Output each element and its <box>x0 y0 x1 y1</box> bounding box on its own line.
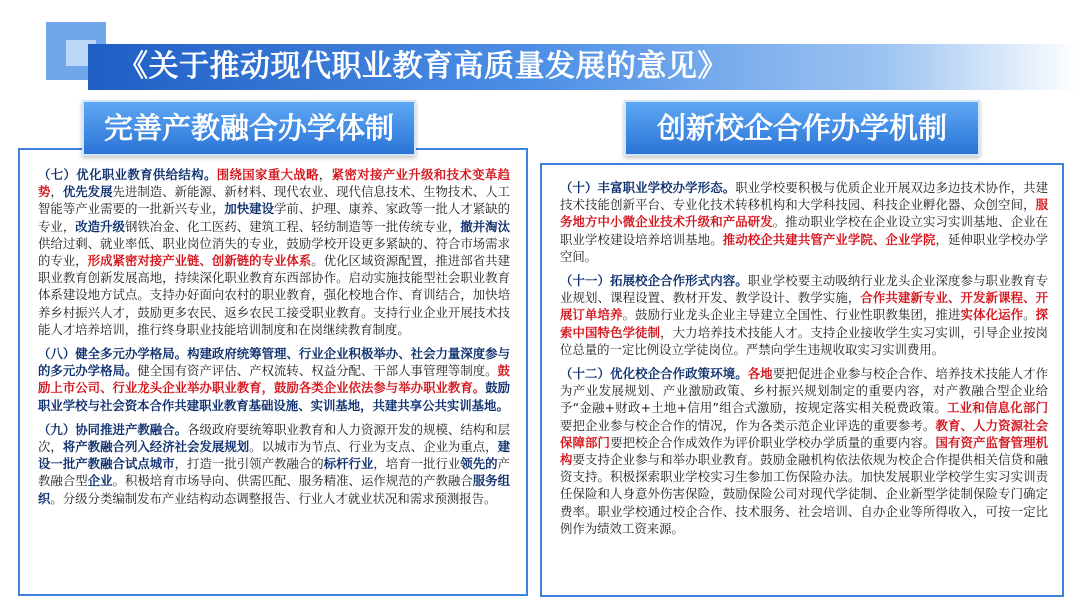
text-run: 国有资产监督管理机构 <box>560 434 1049 468</box>
paragraph <box>560 272 1048 358</box>
text-run: 形成紧密对接产业链、创新链的专业体系 <box>87 253 312 269</box>
text-run: 先进制造、新能源、新材料、现代农业、现代信息技术、生物技术、人工智能等产业需要的一批新兴专业， <box>38 184 510 217</box>
text-run: 供给过剩、就业率低、职业岗位消失的专业，鼓励学校开设更多紧缺的、符合市场需求的专业， <box>38 235 510 269</box>
paragraph <box>560 179 1048 265</box>
text-run: ，延伸职业学校办学空间。 <box>560 231 1049 264</box>
text-run: ，打造一批引领产教融合的 <box>174 456 324 472</box>
text-run: 优先发展 <box>62 184 113 200</box>
text-run: 鼓励上市公司、行业龙头企业举办职业教育，鼓励各类企业依法参与举办职业教育。 <box>38 363 510 396</box>
left-content-panel <box>18 148 528 596</box>
text-run: ，大力培养技术技能人才。支持企业接收学生实习实训，引导企业按岗位总量的一定比例设立学徒岗位。严禁向学生违规收取实习实训费用。 <box>560 324 1049 357</box>
text-run: （十二）优化校企合作政策环境。 <box>560 366 748 382</box>
text-run: 服务组织 <box>38 473 510 506</box>
paragraph <box>560 365 1048 537</box>
text-run: 工业和信息化部门 <box>947 400 1049 416</box>
text-run: 标杆行业 <box>323 456 374 472</box>
text-run: 合作共建新专业、开发新课程、开展订单培养 <box>560 290 1049 323</box>
right-body <box>560 179 1048 537</box>
text-run: 要把企业参与校企合作的情况，作为各类示范企业评选的重要参考。 <box>560 417 936 433</box>
text-run: 撤并淘汰 <box>460 218 510 234</box>
text-run: （十）丰富职业学校办学形态。 <box>560 180 736 195</box>
text-run: 围绕国家重大战略 <box>216 167 319 182</box>
text-run: 企业 <box>87 473 113 489</box>
text-run: ，培育一批行业 <box>373 456 461 472</box>
text-run: 职业学校要主动吸纳行业龙头企业深度参与职业教育专业规划、课程设置、教材开发、教学设计、教学实施， <box>560 273 1049 306</box>
text-run: 各地 <box>747 366 773 382</box>
right-content-panel <box>540 163 1064 597</box>
text-run: 学前、护理、康养、家政等一批人才紧缺的专业， <box>38 201 510 234</box>
text-run: 。优化区域资源配置，推进部省共建职业教育创新发展高地，持续深化职业教育东西部协作。启动实施技能型社会职业教育体系建设地方试点。支持办好面向农村的职业教育，强化校地合作、育训结合，加快培养乡村振兴人才，鼓励更多农民、返乡农民工接受职业教育。支持行业企业开展技术技能人才培养培训，推行终身职业技能培训制度和在岗继续教育制度。 <box>38 253 510 337</box>
text-run: 职业学校要积极与优质企业开展双边多边技术协作，共建技术技能创新平台、专业化技术转移机构和大学科技园、科技企业孵化器、众创空间， <box>560 180 1049 213</box>
text-run: 健全国有资产评估、产权流转、权益分配、干部人事管理等制度。 <box>137 363 498 379</box>
text-run: 要支持企业参与和举办职业教育。鼓励金融机构依法依规为校企合作提供相关信贷和融资支持。积极探索职业学校实习生参加工伤保险办法。加快发展职业学校学生实习实训责任保险和人身意外伤害保险，鼓励保险公司对现代学徒制、企业新型学徒制保险专门确定费率。职业学校通过校企合作、技术服务、社会培训、自办企业等所得收入，可按一定比例作为绩效工资来源。 <box>560 452 1049 536</box>
text-run: 鼓励职业学校与社会资本合作共建职业教育基础设施、实训基地，共建共享公共实训基地。 <box>38 380 510 413</box>
text-run: 建设一批产教融合试点城市 <box>38 439 510 472</box>
text-run: 钢铁冶金、化工医药、建筑工程、轻纺制造等一批传统专业， <box>124 218 461 234</box>
text-run: （七）优化职业教育供给结构。 <box>38 167 217 182</box>
paragraph <box>38 421 510 507</box>
text-run: （九）协同推进产教融合。 <box>38 421 188 437</box>
left-body <box>38 166 510 507</box>
text-run: 推动校企共建共管产业学院、企业学院 <box>722 231 936 247</box>
left-section-heading: 完善产教融合办学体制 <box>82 100 416 156</box>
text-run: ， <box>50 184 63 200</box>
text-run: 要把校企合作成效作为评价职业学校办学质量的重要内容。 <box>610 434 936 450</box>
paragraph <box>38 345 510 414</box>
text-run: 产教融合型 <box>38 456 510 489</box>
text-run: 。以城市为节点、行业为支点、企业为重点， <box>249 439 498 455</box>
paragraph <box>38 166 510 338</box>
text-run: 改造升级 <box>75 218 125 234</box>
text-run: 。 <box>1023 307 1036 323</box>
text-run: 。推动职业学校在企业设立实习实训基地、企业在职业学校建设培养培训基地。 <box>560 214 1049 247</box>
page-title: 《关于推动现代职业教育高质量发展的意见》 <box>118 49 728 84</box>
text-run: 探索中国特色学徒制 <box>560 307 1049 340</box>
text-run: （八）健全多元办学格局。 <box>38 346 188 362</box>
text-run: 服务地方中小微企业技术升级和产品研发 <box>560 197 1048 230</box>
text-run: （十一）拓展校企合作形式内容。 <box>560 273 748 289</box>
text-run: 领先的 <box>460 456 498 472</box>
text-run: 要把促进企业参与校企合作、培养技术技能人才作为产业发展规划、产业激励政策、乡村振兴规划制定的重要内容，对产教融合型企业给予“金融+财政+土地+信用”组合式激励，按规定落实相关税费政策。 <box>560 366 1049 416</box>
text-run: 。积极培育市场导向、供需匹配、服务精准、运作规范的产教融合 <box>112 473 473 489</box>
text-run: 构建政府统筹管理、行业企业积极举办、社会力量深度参与的多元办学格局。 <box>38 346 510 379</box>
text-run: 将产教融合列入经济社会发展规划 <box>62 439 250 455</box>
text-run: ， <box>318 167 332 182</box>
right-section-heading: 创新校企合作办学机制 <box>624 100 980 156</box>
text-run: 加快建设 <box>224 201 275 217</box>
text-run: 教育、人力资源社会保障部门 <box>560 417 1049 450</box>
text-run: 各级政府要统筹职业教育和人力资源开发的规模、结构和层次， <box>38 421 510 455</box>
text-run: 。分级分类编制发布产业结构动态调整报告、行业人才就业状况和需求预测报告。 <box>50 490 497 506</box>
text-run: 。鼓励行业龙头企业主导建立全国性、行业性职教集团，推进 <box>622 307 961 323</box>
text-run: 实体化运作 <box>960 307 1024 323</box>
text-run: 紧密对接产业升级和技术变革趋势 <box>38 167 511 200</box>
